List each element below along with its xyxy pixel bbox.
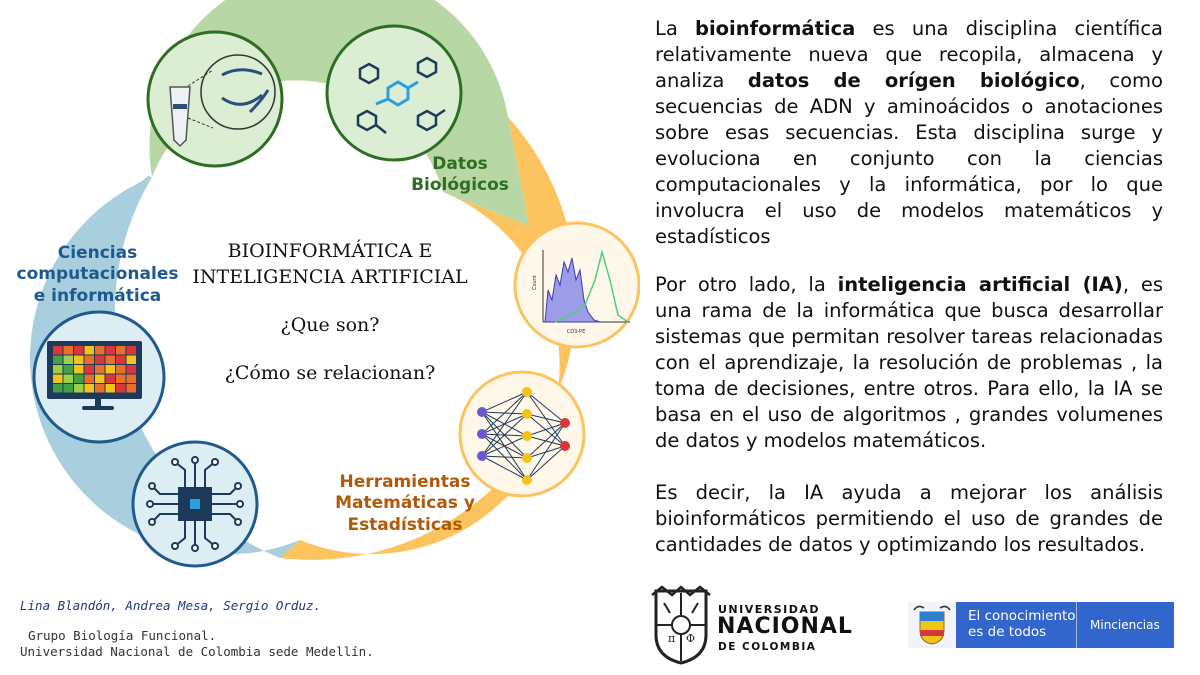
university-credit: Universidad Nacional de Colombia sede Medellín. (20, 644, 374, 659)
unal-line3: DE COLOMBIA (718, 641, 817, 653)
heatmap-cell (127, 356, 137, 365)
minciencias-brand: Minciencias (1090, 618, 1160, 632)
center-title-line2: INTELIGENCIA ARTIFICIAL (192, 266, 468, 288)
label-ciencias-line2: computacionales (16, 264, 179, 285)
heatmap-cell (127, 375, 137, 384)
paragraph-relacion: Es decir, la IA ayuda a mejorar los análisis bioinformáticos permitiendo el uso de grandes de cantidades de datos y optimizando los resultados. (655, 481, 1163, 556)
histogram-chart-icon (515, 223, 639, 347)
chart-icon-ylabel: Count (532, 275, 538, 290)
heatmap-monitor-icon (34, 312, 164, 442)
heatmap-cell (95, 346, 105, 355)
circuit-chip-icon (133, 442, 257, 566)
heatmap-cell (95, 356, 105, 365)
unal-shield-icon (650, 585, 712, 665)
heatmap-cell (53, 346, 63, 355)
unal-line1: UNIVERSIDAD (718, 603, 821, 616)
label-herramientas-line2: Matemáticas y (335, 493, 475, 514)
heatmap-cell (74, 375, 84, 384)
heatmap-cell (64, 346, 74, 355)
minciencias-divider (1076, 602, 1077, 648)
heatmap-cell (127, 346, 137, 355)
heatmap-cell (116, 365, 126, 374)
unal-line2: NACIONAL (717, 614, 853, 639)
paragraph-inteligencia-artificial: Por otro lado, la inteligencia artificial (IA), es una rama de la informática que busca desarrollar sistemas que permitan resolver tareas relacionadas con el aprendizaje, la resolución de problemas , la toma de decisiones, entre otros. Para ello, la IA se basa en el uso de algoritmos , grandes volumenes de datos y modelos matemáticos. (655, 273, 1163, 452)
label-datos-line1: Datos (432, 154, 488, 174)
center-question-1: ¿Que son? (280, 314, 380, 336)
heatmap-cell (64, 365, 74, 374)
heatmap-cell (85, 375, 95, 384)
label-ciencias (15, 243, 180, 307)
heatmap-cell (53, 365, 63, 374)
label-herramientas (330, 472, 480, 536)
heatmap-cell (85, 346, 95, 355)
group-credit: Grupo Biología Funcional. (28, 628, 217, 643)
paragraph-bioinformatica: La bioinformática es una disciplina científica relativamente nueva que recopila, almacena y analiza datos de orígen biológico, como secuencias de ADN y aminoácidos o anotaciones sobre esas secuencias. Esta disciplina surge y evoluciona en conjunto con la ciencias computacionales y la informática, por lo que involucra el uso de modelos matemáticos y estadísticos (655, 17, 1163, 248)
heatmap-cell (64, 384, 74, 393)
heatmap-cell (106, 346, 116, 355)
center-question-2: ¿Cómo se relacionan? (224, 362, 436, 384)
heatmap-cell (116, 375, 126, 384)
label-datos-biologicos (405, 154, 515, 197)
minciencias-slogan (968, 608, 1076, 640)
heatmap-cell (74, 384, 84, 393)
heatmap-cell (64, 356, 74, 365)
heatmap-cell (74, 346, 84, 355)
label-ciencias-line3: e informática (33, 285, 162, 306)
heatmap-cell (64, 375, 74, 384)
center-title-line1: BIOINFORMÁTICA E (227, 240, 433, 262)
label-datos-line2: Biológicos (411, 175, 509, 196)
dna-tube-icon (148, 32, 282, 166)
heatmap-cell (116, 384, 126, 393)
heatmap-cell (116, 346, 126, 355)
heatmap-cell (85, 365, 95, 374)
heatmap-cell (53, 375, 63, 384)
heatmap-cell (74, 356, 84, 365)
heatmap-cell (116, 356, 126, 365)
label-herramientas-line3: Estadísticas (347, 514, 463, 535)
heatmap-cell (106, 365, 116, 374)
colombia-shield-icon (908, 602, 956, 648)
chart-icon-xlabel: CD3-PE (566, 329, 586, 335)
label-ciencias-line1: Ciencias (57, 243, 138, 263)
term-bioinformatica: bioinformática (695, 17, 856, 40)
heatmap-cell (106, 375, 116, 384)
svg-text:π: π (668, 632, 676, 645)
authors-credit: Lina Blandón, Andrea Mesa, Sergio Orduz. (20, 598, 322, 613)
heatmap-cell (106, 384, 116, 393)
heatmap-cell (95, 375, 105, 384)
label-herramientas-line1: Herramientas (339, 472, 471, 492)
heatmap-cell (53, 356, 63, 365)
minciencias-slogan-line1: El conocimiento (968, 608, 1076, 624)
heatmap-cell (95, 384, 105, 393)
molecules-icon (327, 26, 461, 160)
heatmap-cell (74, 365, 84, 374)
heatmap-cell (85, 384, 95, 393)
heatmap-cell (127, 384, 137, 393)
heatmap-cell (85, 356, 95, 365)
term-datos-origen-biologico: datos de orígen biológico (747, 69, 1080, 92)
heatmap-cell (127, 365, 137, 374)
term-inteligencia-artificial: inteligencia artificial (IA) (837, 273, 1123, 296)
minciencias-logo (908, 602, 1174, 648)
minciencias-slogan-line2: es de todos (968, 624, 1047, 640)
heatmap-cell (95, 365, 105, 374)
heatmap-cell (53, 384, 63, 393)
heatmap-cell (106, 356, 116, 365)
svg-text:Φ: Φ (686, 632, 696, 645)
